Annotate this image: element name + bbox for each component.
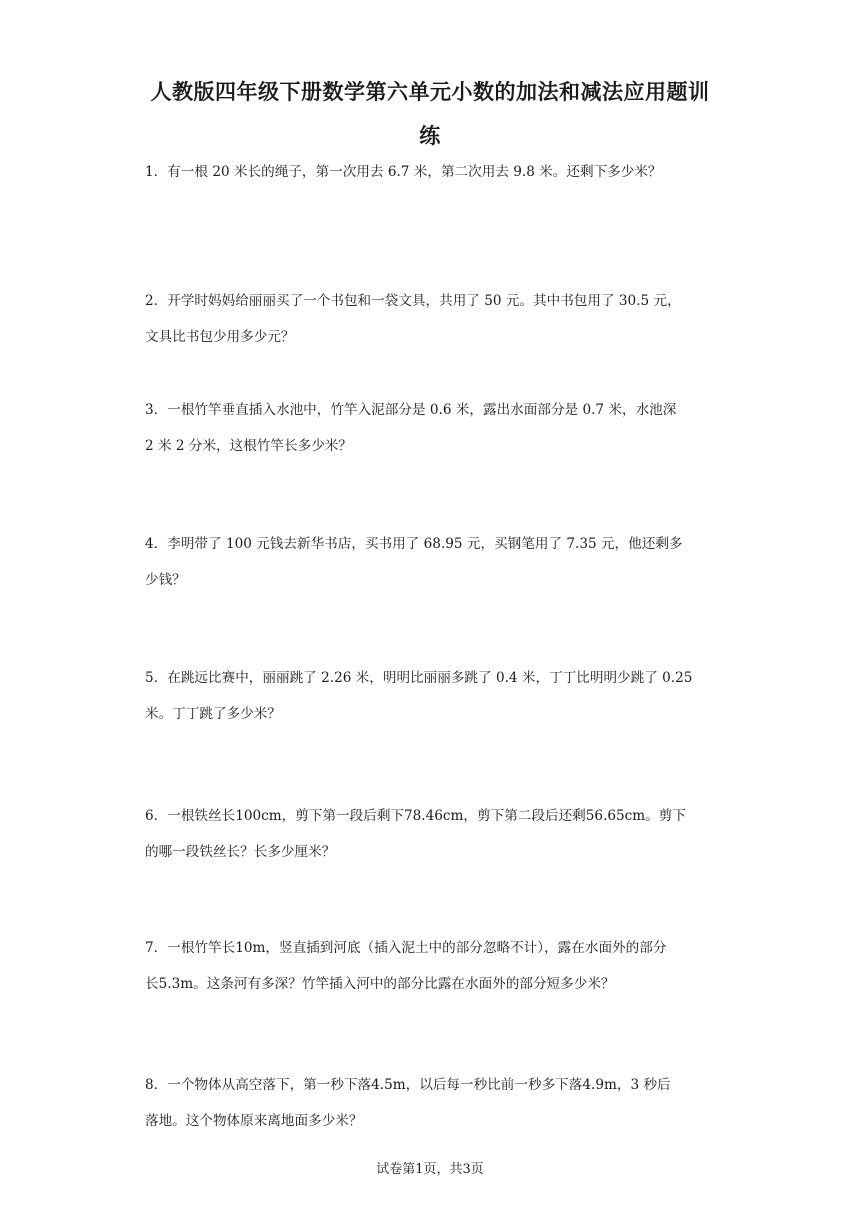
question-3 <box>145 392 720 464</box>
question-8 <box>145 1067 720 1139</box>
question-2-text-line-2: 文具比书包少用多少元？ <box>145 329 295 345</box>
question-5-text-line-1: 5．在跳远比赛中，丽丽跳了 2.26 米，明明比丽丽多跳了 0.4 米，丁丁比明明少跳了 0.25 <box>145 670 693 686</box>
question-2-text-line-1: 2．开学时妈妈给丽丽买了一个书包和一袋文具，共用了 50 元。其中书包用了 30.5 元， <box>145 293 681 309</box>
question-7-text-line-1: 7．一根竹竿长10m，竖直插到河底（插入泥土中的部分忽略不计），露在水面外的部分 <box>145 940 667 956</box>
document-title-line-1: 人教版四年级下册数学第六单元小数的加法和减法应用题训 <box>150 80 710 104</box>
question-6-text-line-2: 的哪一段铁丝长？长多少厘米？ <box>145 844 336 860</box>
question-2 <box>145 283 720 355</box>
page-footer: 试卷第1页，共3页 <box>376 1162 484 1177</box>
question-7 <box>145 930 720 1002</box>
question-6 <box>145 798 720 870</box>
question-8-text-line-1: 8．一个物体从高空落下，第一秒下落4.5m，以后每一秒比前一秒多下落4.9m，3 秒后 <box>145 1077 671 1093</box>
question-1-text: 1．有一根 20 米长的绳子，第一次用去 6.7 米，第二次用去 9.8 米。还剩下多少米？ <box>145 164 662 180</box>
question-8-text-line-2: 落地。这个物体原来离地面多少米？ <box>145 1113 363 1129</box>
question-6-text-line-1: 6．一根铁丝长100cm，剪下第一段后剩下78.46cm，剪下第二段后还剩56.65cm。剪下 <box>145 808 686 824</box>
question-3-text-line-2: 2 米 2 分米，这根竹竿长多少米？ <box>145 438 352 454</box>
question-4-text-line-2: 少钱？ <box>145 572 186 588</box>
question-4-text-line-1: 4．李明带了 100 元钱去新华书店，买书用了 68.95 元，买钢笔用了 7.35 元，他还剩多 <box>145 536 683 552</box>
question-4 <box>145 526 720 598</box>
question-3-text-line-1: 3．一根竹竿垂直插入水池中，竹竿入泥部分是 0.6 米，露出水面部分是 0.7 米，水池深 <box>145 402 677 418</box>
question-7-text-line-2: 长5.3m。这条河有多深？竹竿插入河中的部分比露在水面外的部分短多少米？ <box>145 976 615 992</box>
document-title-line-2: 练 <box>419 124 441 148</box>
question-5 <box>145 660 720 732</box>
question-1 <box>145 154 720 190</box>
question-5-text-line-2: 米。丁丁跳了多少米？ <box>145 706 281 722</box>
